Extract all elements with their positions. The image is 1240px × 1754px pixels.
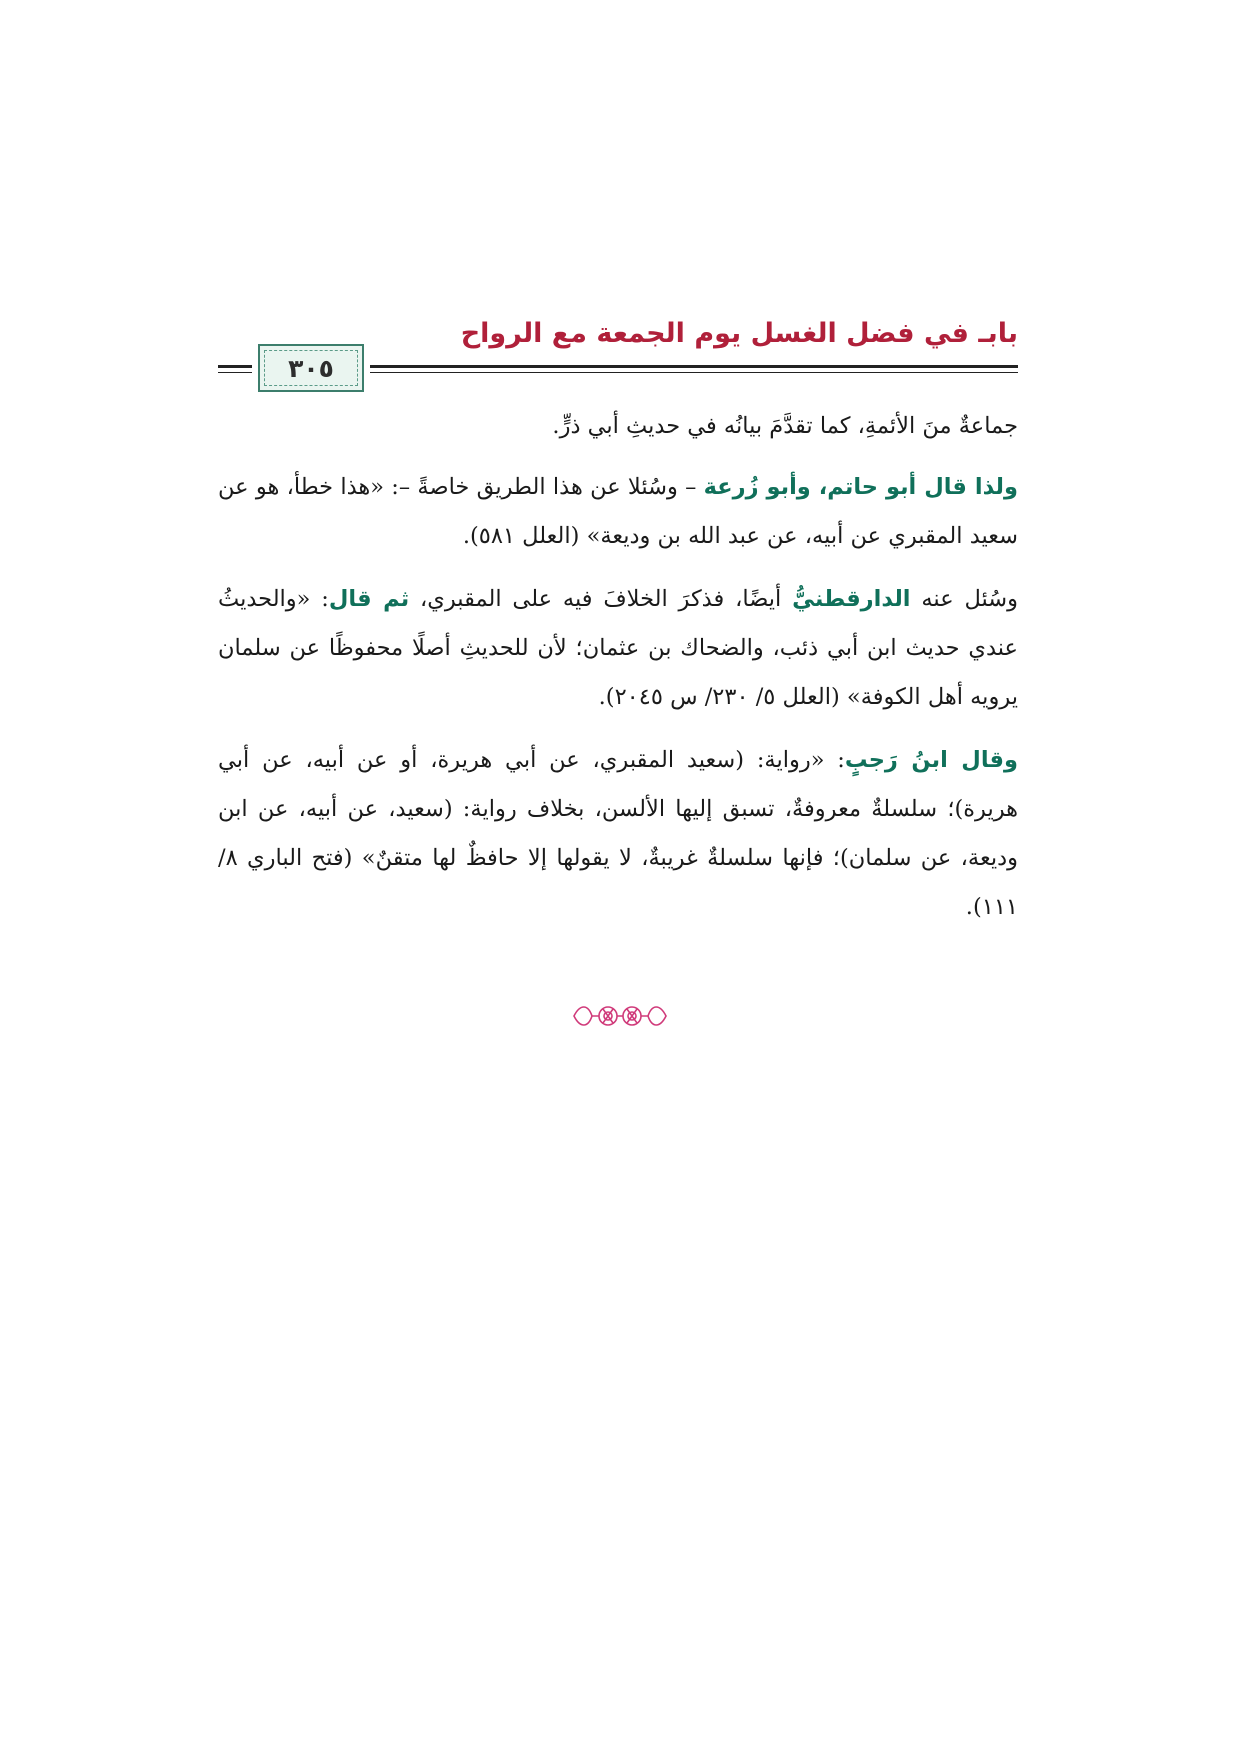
paragraph-3-text-b: أيضًا، فذكرَ الخلافَ فيه على المقبري،: [409, 586, 793, 612]
header-rule-left-thin: [218, 372, 252, 373]
paragraph-3-text-c: : «والحديثُ عندي حديث ابن أبي ذئب، والضحاك بن عثمان؛ لأن للحديثِ أصلًا محفوظًا عن سلمان يرويه أهل الكوفة» (العلل ٥/ ٢٣٠/ س ٢٠٤٥).: [218, 586, 1018, 710]
header-rule-right: [370, 365, 1018, 368]
paragraph-3-text-a: وسُئل عنه: [910, 586, 1018, 612]
paragraph-1: جماعةٌ منَ الأئمةِ، كما تقدَّمَ بيانُه في حديثِ أبي ذرٍّ.: [552, 413, 1018, 439]
paragraph-2-text: – وسُئلا عن هذا الطريق خاصةً –: «هذا خطأ، هو عن سعيد المقبري عن أبيه، عن عبد الله بن وديعة» (العلل ٥٨١).: [218, 474, 1018, 549]
paragraph-4-text: : «رواية: (سعيد المقبري، عن أبي هريرة، أو عن أبيه، عن أبي هريرة)؛ سلسلةٌ معروفةٌ، تسبق إليها الألسن، بخلاف رواية: (سعيد، عن أبيه، عن ابن وديعة، عن سلمان)؛ فإنها سلسلةٌ غريبةٌ، لا يقولها إلا حافظٌ لها متقنٌ» (فتح الباري ٨/ ١١١).: [218, 747, 1018, 920]
paragraph-4: [218, 736, 1018, 932]
chapter-title: بابـ في فضل الغسل يوم الجمعة مع الرواح: [460, 318, 1018, 349]
ibn-rajab-highlight: وقال ابنُ رَجبٍ: [844, 747, 1018, 773]
header-rule-left: [218, 365, 252, 368]
then-said-highlight: ثم قال: [328, 586, 410, 612]
header-rule-right-thin: [370, 372, 1018, 373]
body-text: [218, 402, 1018, 946]
paragraph-2: [218, 463, 1018, 561]
paragraph-3: [218, 575, 1018, 722]
floral-divider-icon: [570, 996, 670, 1036]
narrators-highlight: ولذا قال أبو حاتم، وأبو زُرعة: [703, 474, 1018, 500]
page-header: [218, 312, 1018, 382]
scholar-name-highlight: الدارقطنيُّ: [792, 586, 911, 612]
page-number: ٣٠٥: [288, 353, 334, 383]
page-number-badge: [258, 344, 364, 392]
